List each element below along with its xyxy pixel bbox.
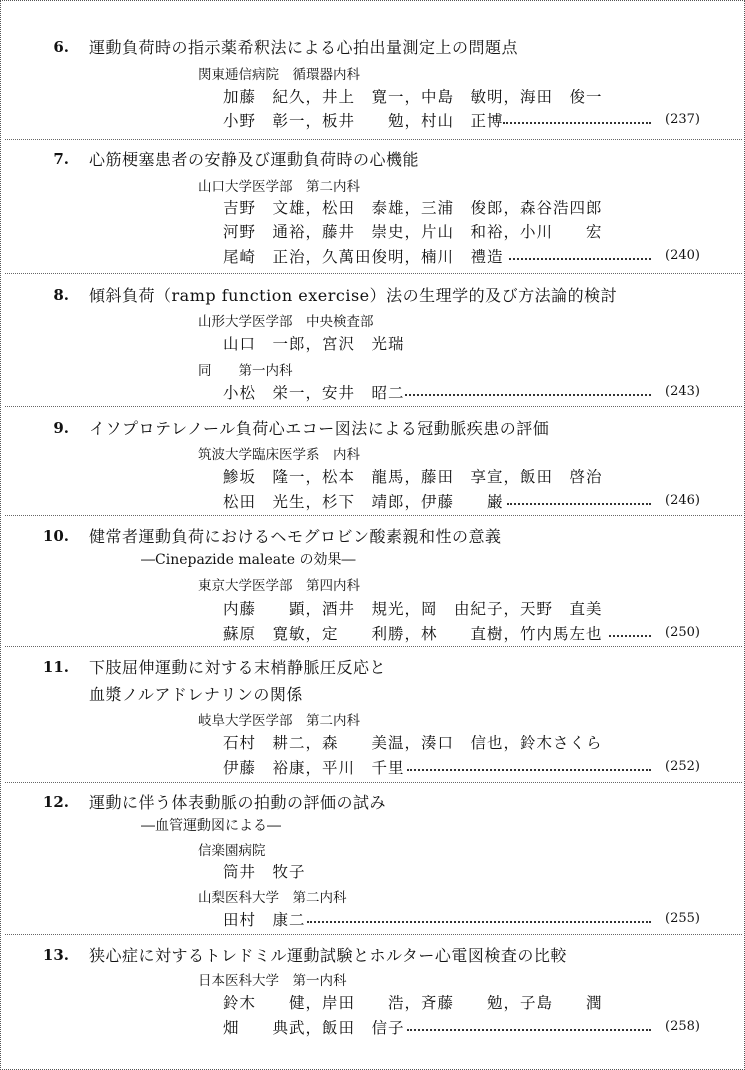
entry-number: 12. <box>42 793 69 811</box>
divider <box>5 406 742 407</box>
affiliation: 東京大学医学部 第四内科 <box>198 578 360 594</box>
author-line: 石村 耕二，森 美温，湊口 信也，鈴木さくら <box>223 734 603 752</box>
entry-number: 7. <box>53 150 69 168</box>
entry-title: 運動負荷時の指示薬希釈法による心拍出量測定上の問題点 <box>89 38 519 57</box>
affiliation: 山梨医科大学 第二内科 <box>198 890 347 906</box>
entry-title: イソプロテレノール負荷心エコー図法による冠動脈疾患の評価 <box>89 419 550 438</box>
entry-title: 心筋梗塞患者の安静及び運動負荷時の心機能 <box>89 150 420 169</box>
author-line: 加藤 紀久，井上 寛一，中島 敏明，海田 俊一 <box>223 88 603 106</box>
entry-title: 傾斜負荷（ramp function exercise）法の生理学的及び方法論的検討 <box>89 286 618 305</box>
author-line: 吉野 文雄，松田 泰雄，三浦 俊郎，森谷浩四郎 <box>223 199 603 217</box>
affiliation: 山形大学医学部 中央検査部 <box>198 314 374 330</box>
dot-leader <box>609 635 651 637</box>
author-line: 小野 彰一，板井 勉，村山 正博 <box>223 112 504 130</box>
divider <box>5 782 742 783</box>
affiliation: 筑波大学臨床医学系 内科 <box>198 447 360 463</box>
entry-number: 8. <box>53 286 69 304</box>
author-line: 山口 一郎，宮沢 光瑞 <box>223 335 405 353</box>
entry-subtitle: ―Cinepazide maleate の効果― <box>141 552 356 568</box>
dot-leader <box>407 1029 651 1031</box>
entry-number: 10. <box>42 527 69 545</box>
entry-subtitle: ―血管運動図による― <box>141 818 281 834</box>
entry-number: 9. <box>53 419 69 437</box>
entry-title: 下肢屈伸運動に対する末梢静脈圧反応と <box>89 658 387 677</box>
divider <box>5 934 742 935</box>
divider <box>5 646 742 647</box>
divider <box>5 139 742 140</box>
page-number: (255) <box>665 911 700 926</box>
author-line: 小松 栄一，安井 昭二 <box>223 384 405 402</box>
affiliation: 信楽園病院 <box>198 843 266 859</box>
page-number: (246) <box>665 493 700 508</box>
dot-leader <box>407 769 651 771</box>
author-line: 松田 光生，杉下 靖郎，伊藤 巌 <box>223 493 504 511</box>
entry-number: 11. <box>42 658 69 676</box>
author-line: 河野 通裕，藤井 崇史，片山 和裕，小川 宏 <box>223 223 603 241</box>
dot-leader <box>507 503 651 505</box>
author-line: 田村 康二 <box>223 911 306 929</box>
author-line: 鈴木 健，岸田 浩，斉藤 勉，子島 潤 <box>223 994 603 1012</box>
entry-title-line2: 血漿ノルアドレナリンの関係 <box>89 685 303 704</box>
entry-title: 健常者運動負荷におけるヘモグロビン酸素親和性の意義 <box>89 527 502 546</box>
entry-title: 運動に伴う体表動脈の拍動の評価の試み <box>89 793 387 812</box>
author-line: 畑 典武，飯田 信子 <box>223 1019 405 1037</box>
page-number: (252) <box>665 759 700 774</box>
affiliation: 同 第一内科 <box>198 363 293 379</box>
page-number: (258) <box>665 1019 700 1034</box>
entry-title: 狭心症に対するトレドミル運動試験とホルター心電図検査の比較 <box>89 946 567 965</box>
author-line: 内藤 顕，酒井 規光，岡 由紀子，天野 直美 <box>223 600 603 618</box>
page-number: (240) <box>665 248 700 263</box>
entry-number: 13. <box>42 946 69 964</box>
page-number: (237) <box>665 112 700 127</box>
divider <box>5 515 742 516</box>
author-line: 蘇原 寛敏，定 利勝，林 直樹，竹内馬左也 <box>223 625 603 643</box>
affiliation: 岐阜大学医学部 第二内科 <box>198 713 360 729</box>
dot-leader <box>307 921 651 923</box>
author-line: 伊藤 裕康，平川 千里 <box>223 759 405 777</box>
affiliation: 関東逓信病院 循環器内科 <box>198 67 360 83</box>
divider <box>5 273 742 274</box>
dot-leader <box>509 258 651 260</box>
affiliation: 日本医科大学 第一内科 <box>198 973 347 989</box>
author-line: 筒井 牧子 <box>223 863 306 881</box>
author-line: 鯵坂 隆一，松本 龍馬，藤田 享宣，飯田 啓治 <box>223 468 603 486</box>
entry-number: 6. <box>53 38 69 56</box>
dot-leader <box>503 122 651 124</box>
affiliation: 山口大学医学部 第二内科 <box>198 179 360 195</box>
dot-leader <box>405 394 651 396</box>
page-number: (250) <box>665 625 700 640</box>
page-number: (243) <box>665 384 700 399</box>
author-line: 尾崎 正治，久萬田俊明，楠川 禮造 <box>223 248 504 266</box>
